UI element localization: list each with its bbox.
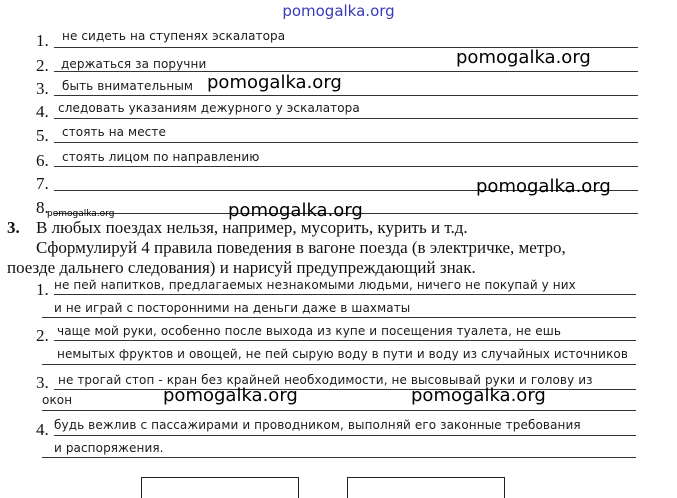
rule-answer: стоять на месте: [62, 125, 166, 139]
rule-answer: и распоряжения.: [54, 441, 164, 455]
rule-number: 1.: [36, 280, 49, 299]
sign-drawing-box: [141, 477, 299, 498]
watermark: pomogalka.org: [456, 47, 591, 68]
answer-line: [54, 340, 636, 341]
rule-number: 6.: [36, 151, 49, 170]
rule-number: 4.: [36, 102, 49, 121]
rule-answer: стоять лицом по направлению: [62, 150, 260, 164]
rule-answer: и не играй с посторонними на деньги даже в шахматы: [54, 301, 411, 315]
rule-answer: не трогай стоп - кран без крайней необходимости, не высовывай руки и голову из: [58, 373, 593, 387]
rule-number: 1.: [36, 31, 49, 50]
rule-answer: немытых фруктов и овощей, не пей сырую воду в пути и воду из случайных источников: [57, 347, 629, 361]
watermark: pomogalka.org: [228, 200, 363, 221]
answer-line: [54, 118, 638, 119]
watermark: pomogalka.org: [207, 72, 342, 93]
rule-number: 3.: [36, 79, 49, 98]
answer-line: [42, 364, 636, 365]
answer-line: [54, 71, 638, 72]
answer-line: [42, 410, 636, 411]
rule-number: 2.: [36, 56, 49, 75]
rule-answer: следовать указаниям дежурного у эскалатора: [58, 101, 360, 115]
rule-number: 5.: [36, 126, 49, 145]
answer-line: [54, 435, 636, 436]
rule-number: 3.: [36, 373, 49, 392]
rule-answer: не пей напитков, предлагаемых незнакомыми людьми, ничего не покупай у них: [54, 278, 576, 292]
rule-answer: окон: [42, 393, 73, 407]
answer-line: [54, 389, 636, 390]
answer-line: [42, 317, 636, 318]
rule-number: 2.: [36, 326, 49, 345]
sign-drawing-box: [347, 477, 505, 498]
watermark: pomogalka.org: [476, 176, 611, 197]
watermark: pomogalka.org: [411, 385, 546, 406]
rule-number: 7.: [36, 174, 49, 193]
task-text-line: В любых поездах нельзя, например, мусорить, курить и т.д.: [36, 218, 468, 237]
rule-answer: будь вежлив с пассажирами и проводником, выполняй его законные требования: [54, 418, 581, 432]
task-text-line: поезде дальнего следования) и нарисуй предупреждающий знак.: [7, 258, 476, 277]
answer-line: [54, 166, 638, 167]
rule-number: 4.: [36, 420, 49, 439]
rule-number: 8.: [36, 198, 49, 217]
header-watermark: pomogalka.org: [282, 2, 395, 20]
answer-line: [42, 457, 636, 458]
answer-line: [54, 294, 636, 295]
rule-answer: быть внимательным: [62, 79, 194, 93]
task-number: 3.: [7, 218, 20, 237]
watermark-small: pomogalka.org: [47, 209, 115, 219]
answer-line: [54, 95, 638, 96]
rule-answer: не сидеть на ступенях эскалатора: [62, 29, 286, 43]
task-text-line: Сформулируй 4 правила поведения в вагоне поезда (в электричке, метро,: [36, 238, 566, 257]
rule-answer: чаще мой руки, особенно после выхода из купе и посещения туалета, не ешь: [57, 324, 562, 338]
watermark: pomogalka.org: [163, 385, 298, 406]
rule-answer: держаться за поручни: [61, 57, 207, 71]
answer-line: [54, 142, 638, 143]
